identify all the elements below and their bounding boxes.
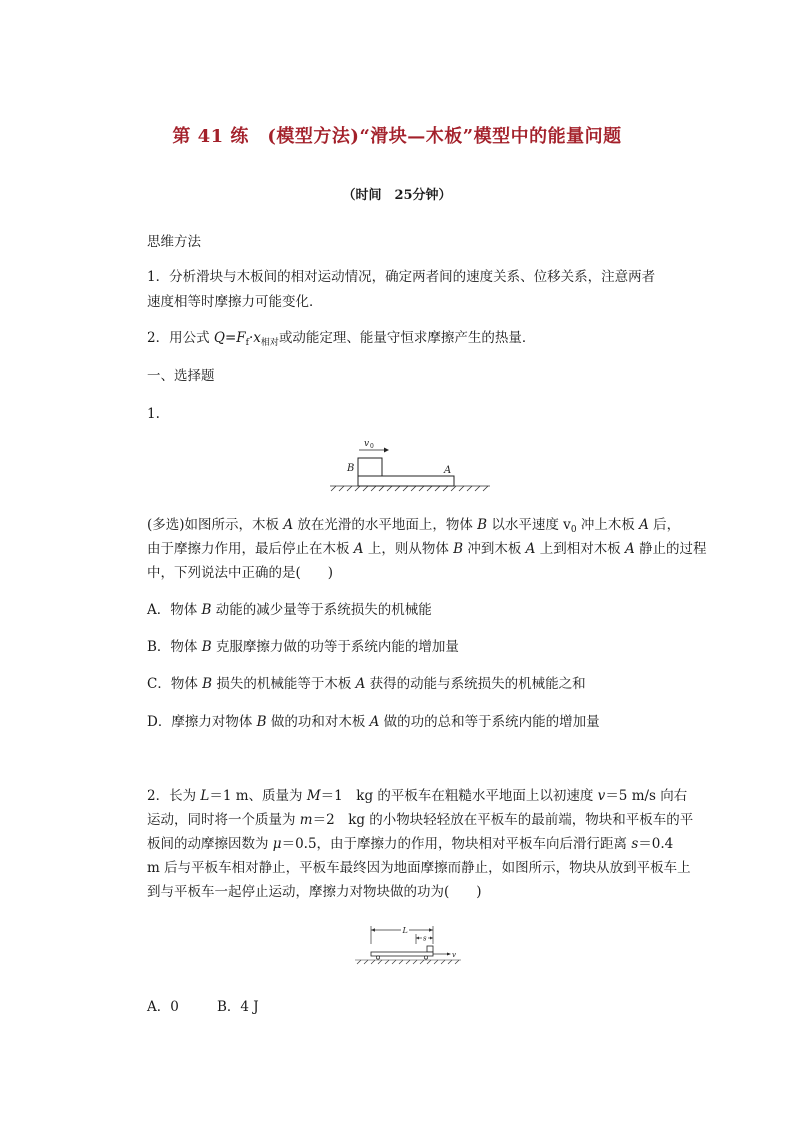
dot: · xyxy=(249,330,254,346)
q2-line2 xyxy=(147,810,693,830)
wheel xyxy=(424,956,427,959)
var-v: v xyxy=(597,788,606,804)
q2-option-a: A．0 xyxy=(147,999,179,1015)
q1-option-c xyxy=(147,674,586,694)
arrow-head xyxy=(429,928,433,931)
var-M: M xyxy=(306,788,321,804)
q2-l1-text-c: ＝1 kg 的平板车在粗糙水平地面上以初速度 xyxy=(320,788,598,804)
q2-line5: 到与平板车一起停止运动，摩擦力对物块做的功为( ) xyxy=(147,884,482,900)
method-heading: 思维方法 xyxy=(147,234,201,250)
method-1-line1: 1．分析滑块与木板间的相对运动情况，确定两者间的速度关系、位移关系，注意两者 xyxy=(147,269,656,285)
var-m: m xyxy=(299,812,313,828)
var-B: B xyxy=(201,602,212,618)
v0-sub: 0 xyxy=(370,443,374,450)
option-text: 做的功和对木板 xyxy=(266,714,370,730)
q2-line4: m 后与平板车相对静止，平板车最终因为地面摩擦而静止，如图所示，物块从放到平板车上 xyxy=(147,860,691,876)
q1-l2-text-e: 静止的过程 xyxy=(634,541,707,557)
q1-l2-text-a: 由于摩擦力作用，最后停止在木板 xyxy=(147,541,354,557)
q1-option-b xyxy=(147,637,459,657)
var-A: A xyxy=(283,517,294,533)
q1-l2-text-b: 上，则从物体 xyxy=(363,541,454,557)
q2-l3-text-a: 板间的动摩擦因数为 xyxy=(147,836,273,852)
arrow-head xyxy=(384,448,389,453)
page-title: 第 41 练 (模型方法)“滑块—木板”模型中的能量问题 xyxy=(172,126,622,147)
var-B: B xyxy=(477,517,488,533)
q2-l1-text-a: 2．长为 xyxy=(147,788,201,804)
small-block xyxy=(427,946,433,952)
option-text: 做的功的总和等于系统内能的增加量 xyxy=(379,714,600,730)
block-b xyxy=(358,458,382,476)
var-A: A xyxy=(525,541,536,557)
var-L: L xyxy=(200,788,210,804)
var-A: A xyxy=(639,517,649,533)
option-text: C．物体 xyxy=(147,676,203,692)
q2-l2-text-a: 运动，同时将一个质量为 xyxy=(147,812,300,828)
option-text: B．物体 xyxy=(147,639,202,655)
option-text: 动能的减少量等于系统损失的机械能 xyxy=(211,602,432,618)
q2-line3 xyxy=(147,834,673,854)
q2-l1-text-b: ＝1 m、质量为 xyxy=(209,788,307,804)
var-A: A xyxy=(355,676,366,692)
var-F: F xyxy=(236,330,246,346)
q1-option-a xyxy=(147,600,432,620)
q2-l3-text-b: ＝0.5，由于摩擦力的作用，物块相对平板车向后滑行距离 xyxy=(281,836,632,852)
option-text: 损失的机械能等于木板 xyxy=(212,676,356,692)
option-text: 克服摩擦力做的功等于系统内能的增加量 xyxy=(211,639,459,655)
option-text: A．物体 xyxy=(147,602,202,618)
q1-l2-text-d: 上到相对木板 xyxy=(535,541,625,557)
q1-l1-text-c: 以水平速度 v xyxy=(487,517,571,533)
q1-option-d xyxy=(147,712,600,732)
label-b: B xyxy=(347,463,355,474)
var-s: s xyxy=(631,836,639,852)
var-B: B xyxy=(201,639,212,655)
q2-l1-text-d: ＝5 m/s 向右 xyxy=(605,788,688,804)
var-Q: Q xyxy=(213,330,225,346)
var-A: A xyxy=(625,541,635,557)
section-heading: 一、选择题 xyxy=(147,368,215,384)
q1-line2 xyxy=(147,539,707,559)
var-B: B xyxy=(202,676,213,692)
q2-l2-text-b: ＝2 kg 的小物块轻轻放在平板车的最前端，物块和平板车的平 xyxy=(312,812,694,828)
sub-relative: 相对 xyxy=(260,338,279,348)
q2-l3-text-c: ＝0.4 xyxy=(638,836,674,852)
var-B: B xyxy=(256,714,267,730)
q1-line3: 中，下列说法中正确的是( ) xyxy=(147,565,334,581)
arrow-head xyxy=(416,937,419,940)
q1-l1-text-d: 冲上木板 xyxy=(576,517,640,533)
q2-option-b: B．4 J xyxy=(217,999,259,1015)
var-x: x xyxy=(253,330,261,346)
v0-label: v xyxy=(364,439,370,449)
method-2-prefix: 2．用公式 xyxy=(147,330,214,346)
var-A: A xyxy=(353,541,364,557)
method-2 xyxy=(147,328,535,348)
time-limit: （时间 25分钟） xyxy=(342,188,452,203)
sub-f: f xyxy=(245,338,249,348)
arrow-head xyxy=(371,928,375,931)
wheel xyxy=(376,956,379,959)
label-v: v xyxy=(452,951,456,959)
ground-hatching xyxy=(355,960,461,964)
var-mu: μ xyxy=(272,836,282,852)
option-text: 获得的动能与系统损失的机械能之和 xyxy=(365,676,586,692)
method-1-line2: 速度相等时摩擦力可能变化． xyxy=(147,294,323,310)
q1-number: 1. xyxy=(147,406,160,422)
board-a xyxy=(358,476,454,486)
var-A: A xyxy=(369,714,380,730)
ground-hatching xyxy=(330,486,490,491)
flatbed-cart xyxy=(371,952,433,956)
var-B: B xyxy=(453,541,464,557)
option-text: D．摩擦力对物体 xyxy=(147,714,257,730)
q1-line1 xyxy=(147,515,680,535)
label-s: s xyxy=(423,934,427,943)
method-2-suffix: 或动能定理、能量守恒求摩擦产生的热量． xyxy=(278,330,536,346)
q2-line1 xyxy=(147,786,687,806)
q1-l1-text-e: 后， xyxy=(648,517,681,533)
q1-l1-text-b: 放在光滑的水平地面上，物体 xyxy=(293,517,478,533)
label-a: A xyxy=(444,465,452,476)
equals: = xyxy=(224,330,237,346)
q1-l1-text-a: (多选)如图所示，木板 xyxy=(147,517,284,533)
arrow-head xyxy=(430,937,433,940)
q1-l2-text-c: 冲到木板 xyxy=(463,541,526,557)
sub-0: 0 xyxy=(570,525,577,535)
label-L: L xyxy=(402,926,408,935)
q2-figure xyxy=(353,924,465,968)
arrow-head xyxy=(447,953,451,956)
q1-figure xyxy=(330,434,492,492)
